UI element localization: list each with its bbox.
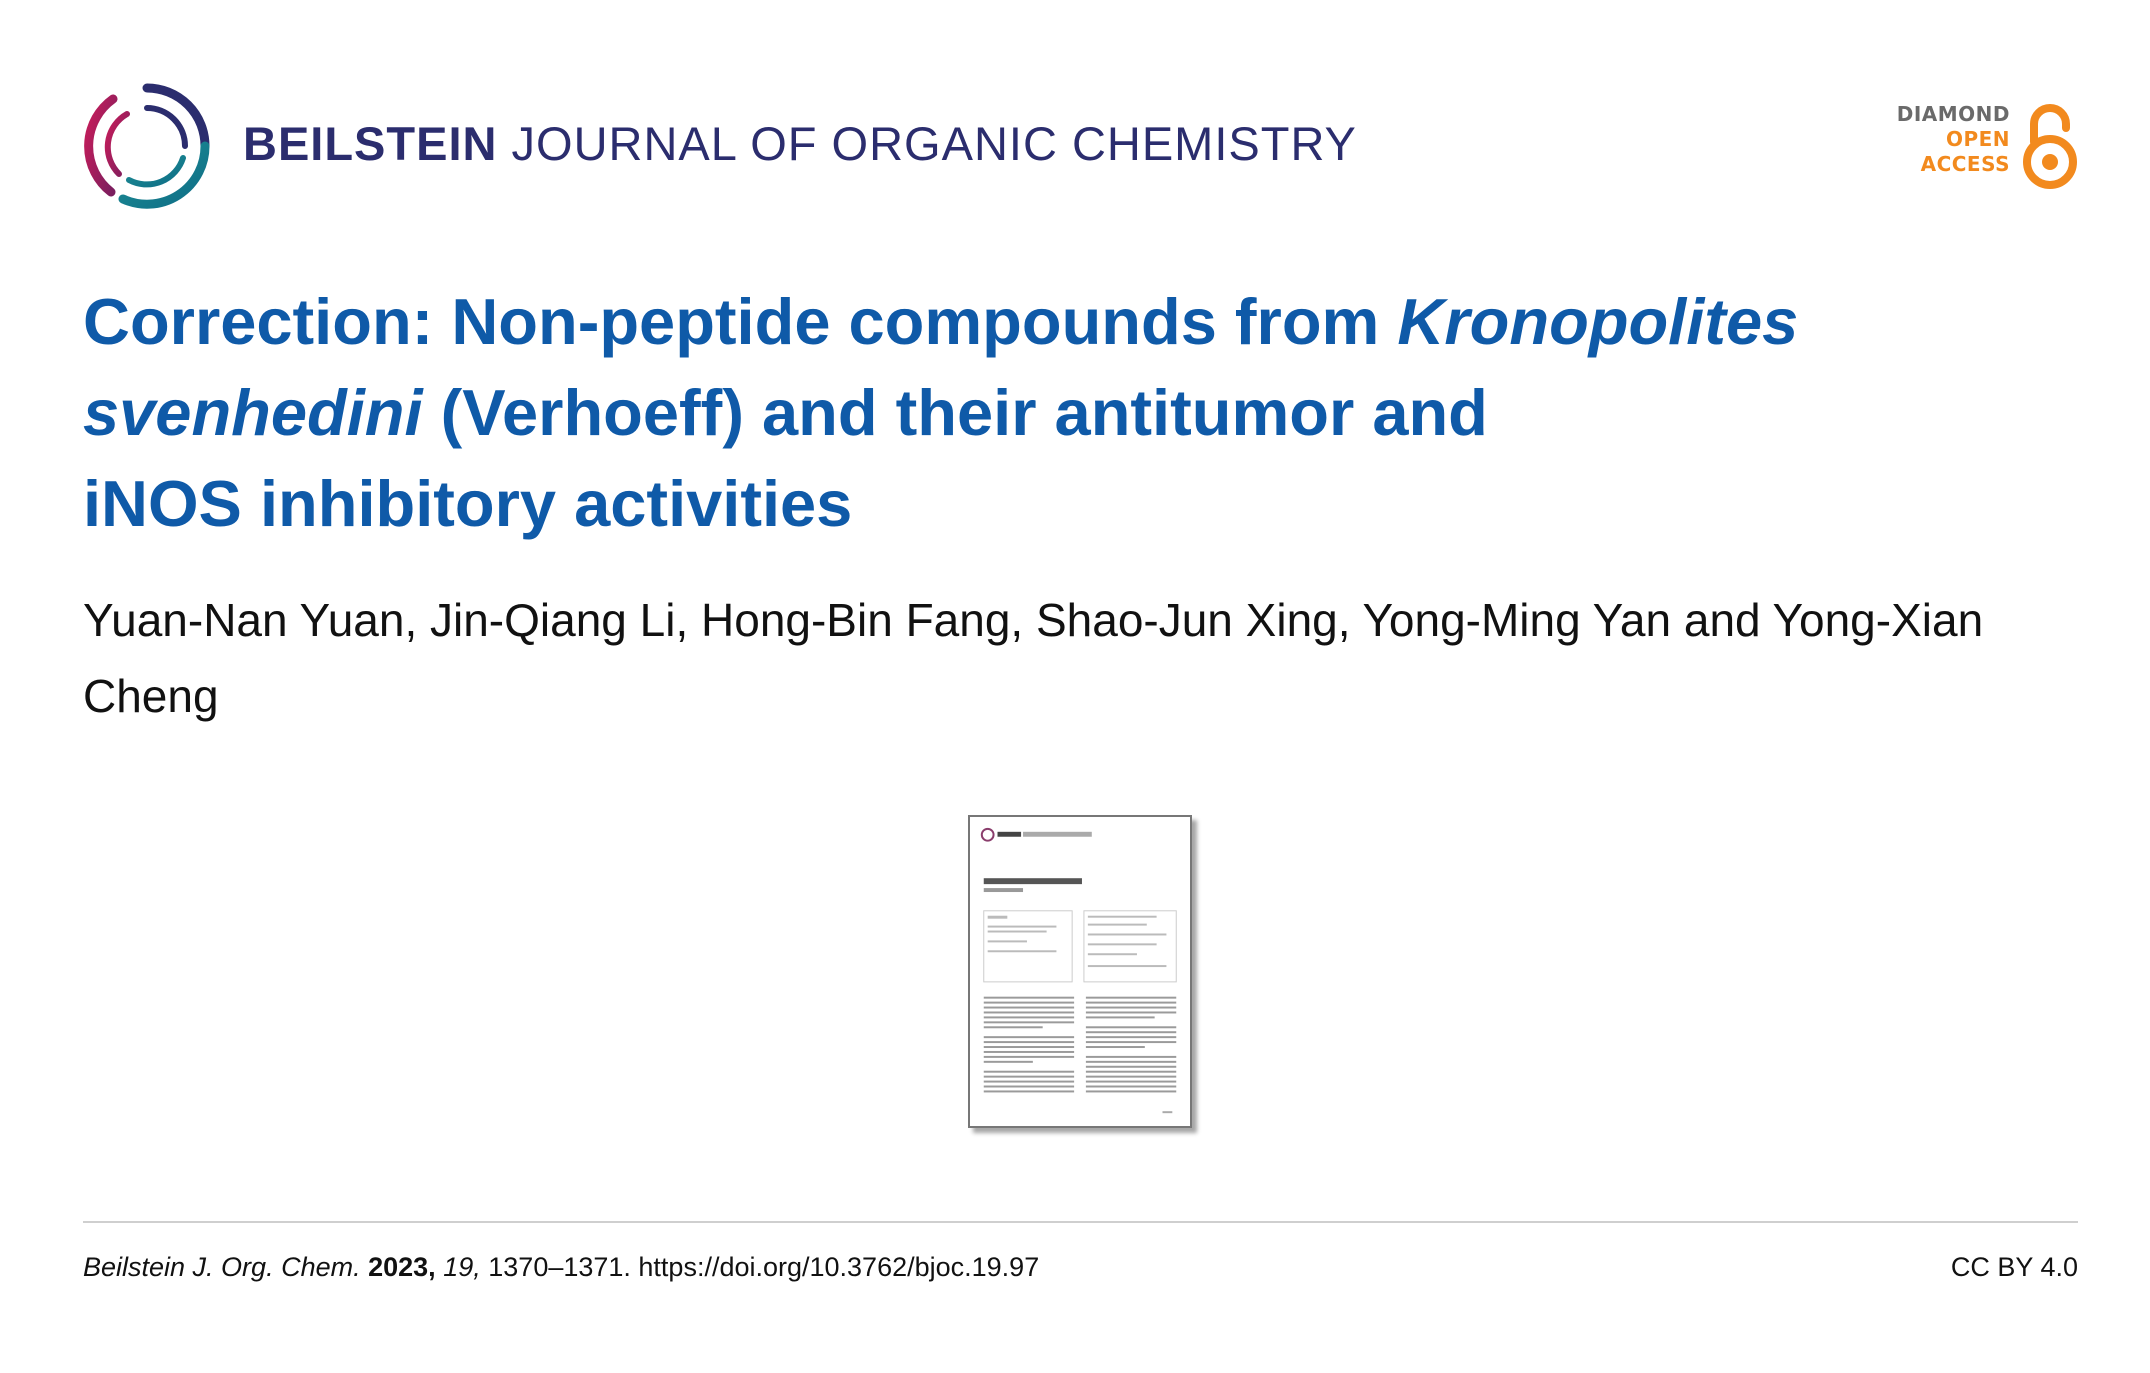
license: CC BY 4.0 [1950, 1252, 2078, 1282]
citation-pages-doi[interactable]: 1370–1371. https://doi.org/10.3762/bjoc.19.97 [488, 1252, 1040, 1282]
title-species-epithet: svenhedini [83, 376, 423, 449]
footer-divider [83, 1221, 2078, 1223]
title-part-2: (Verhoeff) and their antitumor and [422, 376, 1488, 449]
title-line-3: iNOS inhibitory activities [83, 467, 853, 540]
author-list: Yuan-Nan Yuan, Jin-Qiang Li, Hong-Bin Fang, Shao-Jun Xing, Yong-Ming Yan and Yong-Xian Cheng [83, 594, 1984, 722]
footer [83, 1247, 2078, 1287]
citation-year: 2023, [368, 1252, 436, 1282]
journal-name-bold: BEILSTEIN [243, 117, 498, 170]
title-line-2 [83, 367, 2043, 458]
title-part-1: Correction: Non-peptide compounds from [83, 285, 1398, 358]
journal-name-rest: JOURNAL OF ORGANIC CHEMISTRY [511, 117, 1357, 170]
header [83, 82, 2078, 212]
diamond-open-access-badge [1878, 102, 2078, 192]
oa-line-access: ACCESS [1920, 152, 2010, 176]
oa-line-diamond: DIAMOND [1896, 102, 2010, 126]
oa-badge-text [1897, 102, 2010, 177]
journal-abbrev: Beilstein J. Org. Chem. [83, 1252, 361, 1282]
open-access-lock-icon [2022, 102, 2078, 190]
oa-line-open: OPEN [1945, 127, 2010, 151]
article-title [83, 276, 2043, 549]
title-species-genus: Kronopolites [1397, 285, 1799, 358]
title-line-1 [83, 276, 2043, 367]
beilstein-logo-icon [83, 82, 211, 210]
article-thumbnail[interactable] [968, 815, 1192, 1128]
citation [83, 1247, 1039, 1287]
thumbnail-page-preview [970, 817, 1190, 1126]
citation-volume: 19, [443, 1252, 481, 1282]
journal-name [243, 116, 1357, 171]
